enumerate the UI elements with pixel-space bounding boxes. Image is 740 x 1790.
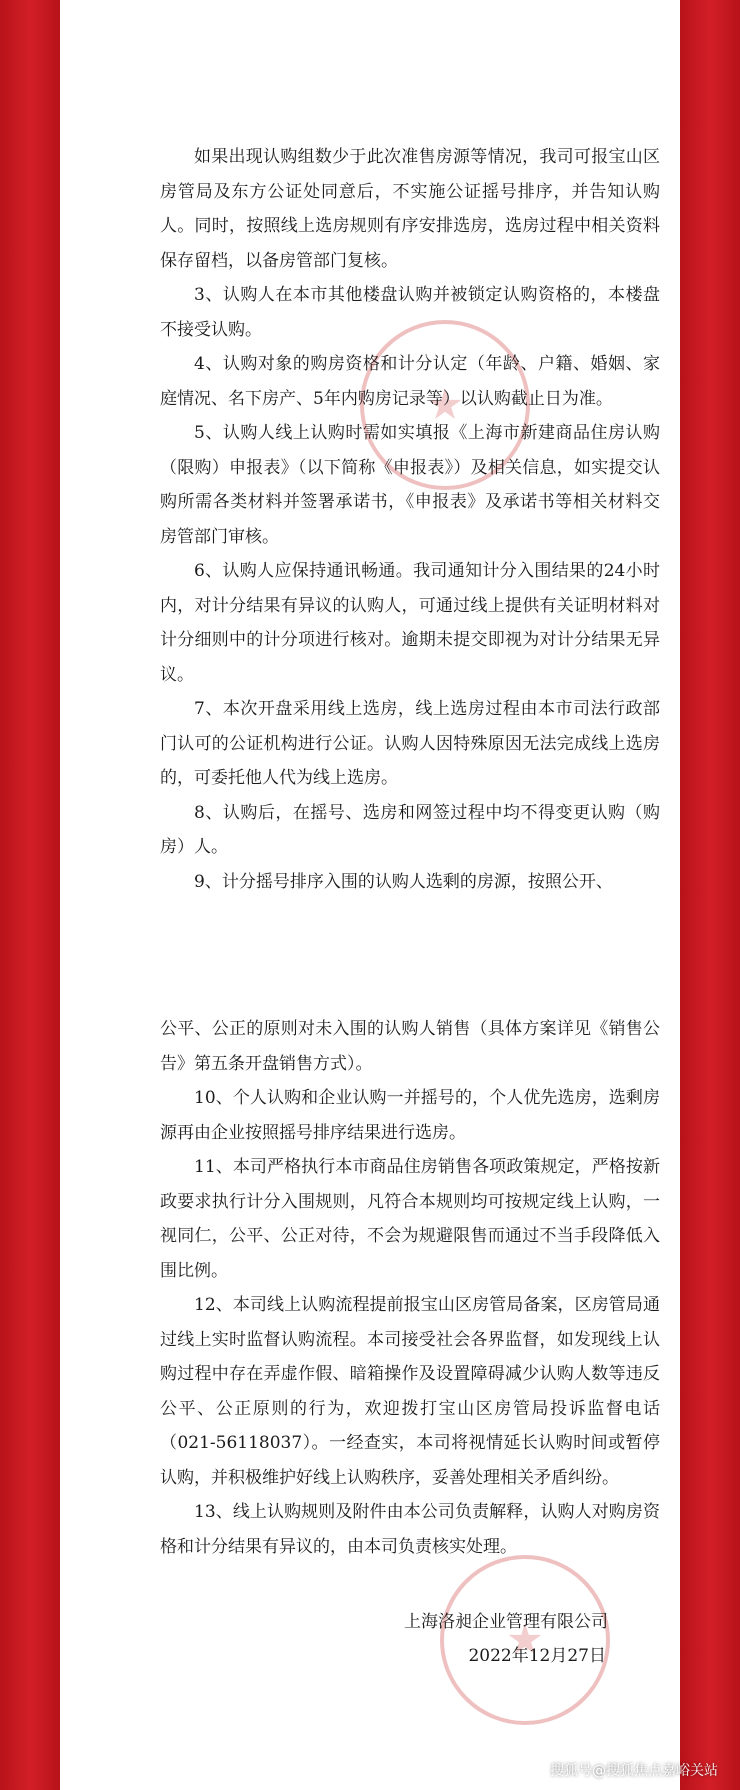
paragraph-rule-9-continued: 公平、公正的原则对未入围的认购人销售（具体方案详见《销售公告》第五条开盘销售方式）。 [160,1019,660,1074]
page1-body [160,140,660,899]
document-paper [60,0,680,1790]
paragraph-rule-9: 9、计分摇号排序入围的认购人选剩的房源，按照公开、 [194,871,613,892]
paragraph-rule-8: 8、认购后，在摇号、选房和网签过程中均不得变更认购（购房）人。 [160,802,660,857]
document-page-1 [60,0,680,960]
signature-date: 2022年12月27日 [468,1646,606,1666]
paragraph-rule-13: 13、线上认购规则及附件由本公司负责解释，认购人对购房资格和计分结果有异议的，由本司负责核实处理。 [160,1502,660,1557]
paragraph-rule-12: 12、本司线上认购流程提前报宝山区房管局备案，区房管局通过线上实时监督认购流程。本司接受社会各界监督，如发现线上认购过程中存在弄虚作假、暗箱操作及设置障碍减少认购人数等违反公平、公正原则的行为，欢迎拨打宝山区房管局投诉监督电话（021-56118037）。一经查实，本司将视情延长认购时间或暂停认购，并积极维护好线上认购秩序，妥善处理相关矛盾纠纷。 [160,1295,660,1488]
paragraph-rule-3: 3、认购人在本市其他楼盘认购并被锁定认购资格的，本楼盘不接受认购。 [160,285,660,340]
page2-body [160,1012,660,1564]
red-border-left [0,0,60,1790]
page-divider [60,960,680,990]
watermark-text: 搜狐号@搜狐焦点嘉峪关站 [550,1763,718,1779]
paragraph-rule-10: 10、个人认购和企业认购一并摇号的，个人优先选房，选剩房源再由企业按照摇号排序结果进行选房。 [160,1088,660,1143]
paragraph-rule-5: 5、认购人线上认购时需如实填报《上海市新建商品住房认购（限购）申报表》（以下简称《申报表》）及相关信息，如实提交认购所需各类材料并签署承诺书，《申报表》及承诺书等相关材料交房管部门审核。 [160,423,660,547]
signature-block [348,1605,608,1673]
document-page-2 [60,990,680,1790]
paragraph-rule-7: 7、本次开盘采用线上选房，线上选房过程由本市司法行政部门认可的公证机构进行公证。认购人因特殊原因无法完成线上选房的，可委托他人代为线上选房。 [160,699,660,788]
paragraph-rule-6: 6、认购人应保持通讯畅通。我司通知计分入围结果的24小时内，对计分结果有异议的认购人，可通过线上提供有关证明材料对计分细则中的计分项进行核对。逾期未提交即视为对计分结果无异议。 [160,561,660,685]
red-border-right [680,0,740,1790]
company-name: 上海洛昶企业管理有限公司 [404,1612,608,1632]
paragraph-rule-4: 4、认购对象的购房资格和计分认定（年龄、户籍、婚姻、家庭情况、名下房产、5年内购房记录等）以认购截止日为准。 [160,354,660,409]
paragraph-rule-11: 11、本司严格执行本市商品住房销售各项政策规定，严格按新政要求执行计分入围规则，凡符合本规则均可按规定线上认购，一视同仁，公平、公正对待，不会为规避限售而通过不当手段降低入围比例。 [160,1157,660,1281]
paragraph: 如果出现认购组数少于此次准售房源等情况，我司可报宝山区房管局及东方公证处同意后，不实施公证摇号排序，并告知认购人。同时，按照线上选房规则有序安排选房，选房过程中相关资料保存留档，以备房管部门复核。 [160,147,660,271]
